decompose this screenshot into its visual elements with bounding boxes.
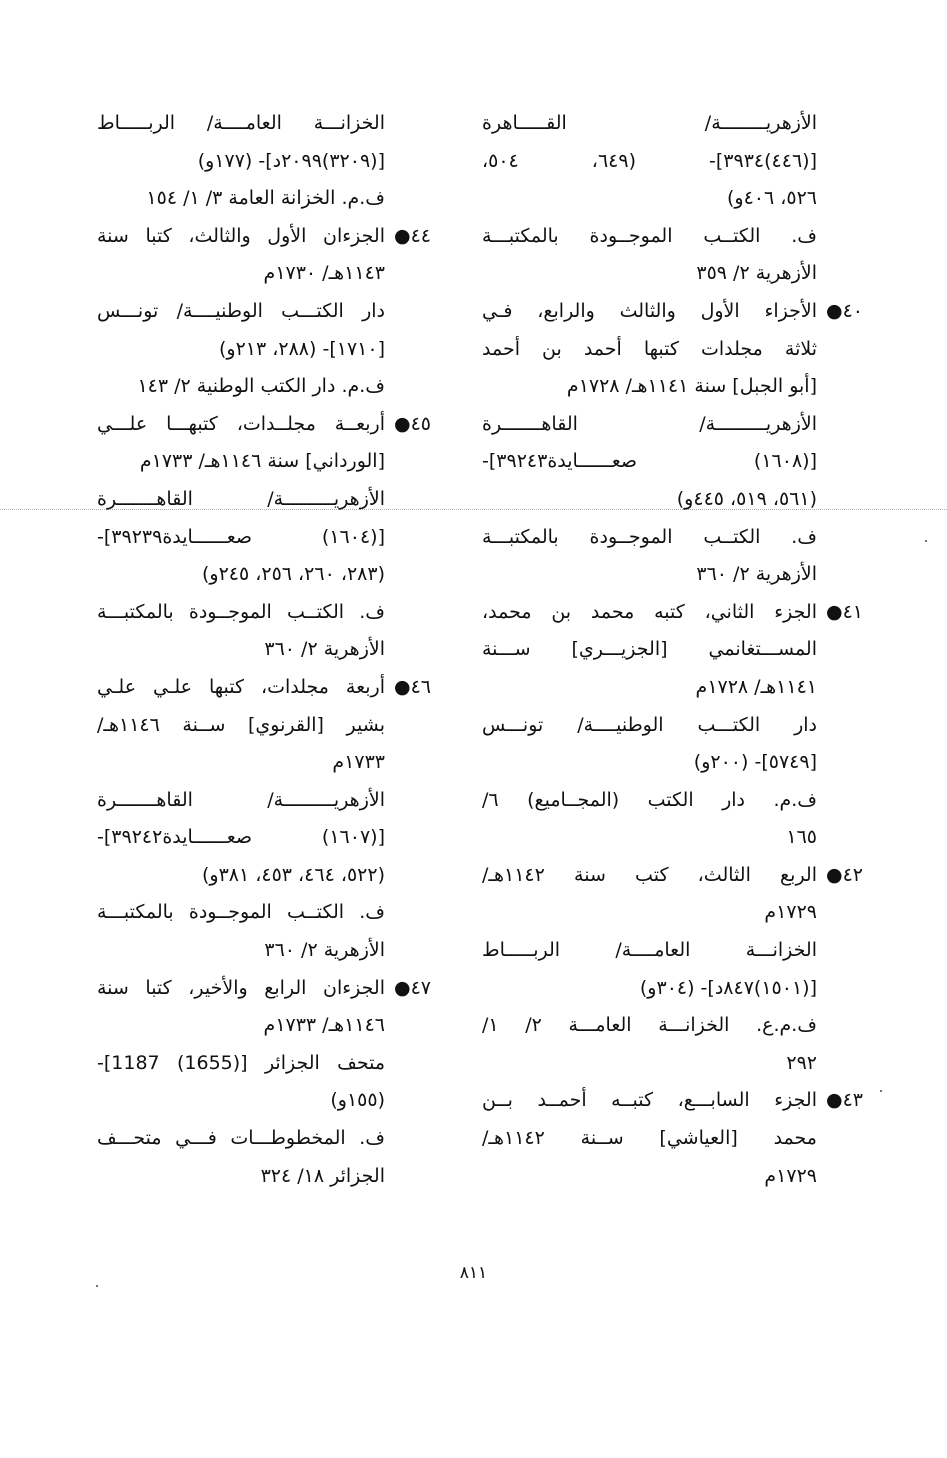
entry-number: ٤٥● (393, 412, 431, 435)
text-line (482, 105, 817, 143)
line-text: الأزهريــــــــة/ القـــــاهرة (482, 112, 817, 134)
text-line (97, 819, 385, 857)
line-text: [أبو الجبل] سنة ١١٤١هـ/ ١٧٢٨م (566, 375, 817, 398)
text-line (97, 631, 385, 669)
text-line (97, 368, 385, 406)
text-line (482, 481, 817, 519)
text-line (482, 368, 817, 406)
line-text: ١٦٥ (786, 826, 817, 849)
text-line (97, 255, 385, 293)
line-text: ١١٤١هـ/ ١٧٢٨م (695, 675, 817, 698)
line-text: ف. المخطوطـــات فـــي متحـــف (97, 1127, 385, 1150)
text-line (482, 819, 817, 857)
line-text: ف.م. دار الكتب الوطنية ٢/ ١٤٣ (137, 375, 385, 398)
text-line (482, 631, 817, 669)
line-text: ف. الكتــب الموجــودة بالمكتبـــة (97, 901, 385, 924)
line-text: الربع الثالث، كتب سنة ١١٤٢هـ/ (482, 863, 817, 886)
text-line (97, 443, 385, 481)
line-text: ١٧٢٩م (764, 1164, 817, 1187)
text-line (97, 1007, 385, 1045)
text-line (97, 707, 385, 745)
text-line (482, 1007, 817, 1045)
line-text: أربعــة مجلــدات، كتبهـــا علـــي (97, 412, 385, 435)
line-text: ف. الكتــب الموجــودة بالمكتبـــة (482, 224, 817, 247)
text-line (97, 782, 385, 820)
line-text: متحف الجزائر [(1655) 1187]- (97, 1051, 385, 1074)
page-number: ٨١١ (459, 1263, 488, 1283)
line-text: [١٧١٠]- (٢٨٨، ٢١٣و) (219, 337, 385, 360)
line-text: المســـتغانمي [الجزيـــري] ســـنة (482, 638, 817, 661)
line-text: الأجزاء الأول والثالث والرابع، فـي (482, 299, 817, 322)
line-text: ١١٤٦هـ/ ١٧٣٣م (263, 1014, 385, 1037)
line-text: (١٥٥و) (330, 1089, 385, 1112)
line-text: دار الكتـــب الوطنيــــة/ تونـــس (482, 713, 817, 736)
line-text: [(٣٢٠٩)٢٠٩٩د]- (١٧٧و) (197, 149, 385, 172)
line-text: الجزء الثاني، كتبه محمد بن محمد، (482, 600, 817, 623)
line-text: [الورداني] سنة ١١٤٦هـ/ ١٧٣٣م (139, 450, 385, 473)
text-line (97, 1120, 385, 1158)
text-line (482, 744, 817, 782)
entry-number: ٤٤● (393, 224, 431, 247)
text-line (97, 1158, 385, 1196)
entry-number: ٤٢● (825, 863, 863, 886)
line-text: (٢٨٣، ٢٦٠، ٢٥٦، ٢٤٥و) (201, 563, 385, 586)
line-text: ف.م. الخزانة العامة ٣/ ١/ ١٥٤ (146, 187, 385, 210)
line-text: (٥٢٢، ٤٦٤، ٤٥٣، ٣٨١و) (201, 863, 385, 886)
entry-heading-line (482, 293, 863, 331)
line-text: أربعة مجلدات، كتبها علـي علـي (97, 675, 385, 698)
line-text: الجزءان الرابع والأخير، كتبا سنة (97, 976, 385, 999)
entry-heading-line (482, 857, 863, 895)
line-text: ف.م. دار الكتب (المجــاميع) ٦/ (482, 788, 817, 811)
text-line (97, 180, 385, 218)
text-line (482, 255, 817, 293)
text-line (482, 782, 817, 820)
line-text: الأزهرية ٢/ ٣٦٠ (264, 939, 385, 962)
text-line (482, 1120, 817, 1158)
entry-heading-line (97, 669, 431, 707)
scan-speck (925, 540, 927, 542)
line-text: الأزهرية ٢/ ٣٦٠ (264, 638, 385, 661)
text-line (97, 594, 385, 632)
line-text: الأزهرية ٢/ ٣٦٠ (696, 563, 817, 586)
text-line (482, 932, 817, 970)
text-line (482, 556, 817, 594)
text-line (97, 481, 385, 519)
entry-number: ٤٠● (825, 299, 863, 322)
text-line (97, 857, 385, 895)
line-text: ١٧٣٣م (332, 751, 385, 774)
text-line (97, 932, 385, 970)
line-text: الأزهريـــــــــة/ القاهـــــــرة (482, 412, 817, 435)
line-text: الجزءان الأول والثالث، كتبا سنة (97, 224, 385, 247)
text-line (482, 707, 817, 745)
line-text: [٥٧٤٩]- (٢٠٠و) (693, 751, 817, 774)
entry-heading-line (97, 218, 431, 256)
entry-number: ٤٦● (393, 675, 431, 698)
line-text: ٢٩٢ (786, 1051, 817, 1074)
text-line (97, 744, 385, 782)
line-text: ١٧٢٩م (764, 901, 817, 924)
text-line (482, 894, 817, 932)
scan-speck (96, 1285, 98, 1287)
line-text: دار الكتـــب الوطنيــــة/ تونـــس (97, 299, 385, 322)
text-line (482, 331, 817, 369)
text-line (97, 293, 385, 331)
line-text: [(٤٤٦)٣٩٣٤]- (٦٤٩، ٥٠٤، (482, 149, 817, 172)
text-line (482, 519, 817, 557)
line-text: ف.م.ع. الخزانـــة العامـــة ٢/ ١/ (482, 1014, 817, 1037)
line-text: الأزهرية ٢/ ٣٥٩ (696, 262, 817, 285)
line-text: ثلاثة مجلدات كتبها أحمد بن أحمد (482, 337, 817, 360)
text-line (482, 180, 817, 218)
line-text: [(١٦٠٧) صعــــــايدة٣٩٢٤٢]- (97, 826, 385, 849)
line-text: ٥٢٦، ٤٠٦و) (726, 187, 817, 210)
line-text: محمد [العياشي] ســنة ١١٤٢هـ/ (482, 1127, 817, 1150)
left-column (97, 105, 431, 1195)
text-line (482, 669, 817, 707)
line-text: الخزانـــة العامــــة/ الربـــــاط (482, 939, 817, 962)
entry-heading-line (482, 1082, 863, 1120)
line-text: الجزائر ١٨/ ٣٢٤ (260, 1164, 385, 1187)
text-line (97, 1045, 385, 1083)
line-text: ١١٤٣هـ/ ١٧٣٠م (263, 262, 385, 285)
line-text: [(١٦٠٨) صعــــــايدة٣٩٢٤٣]- (482, 450, 817, 473)
text-line (482, 406, 817, 444)
entry-heading-line (97, 406, 431, 444)
text-line (97, 143, 385, 181)
right-column (482, 105, 863, 1195)
line-text: الجزء السابـــع، كتبــه أحمــد بــن (482, 1089, 817, 1112)
text-line (97, 519, 385, 557)
line-text: [(١٦٠٤) صعــــــايدة٣٩٢٣٩]- (97, 525, 385, 548)
line-text: ف. الكتــب الموجــودة بالمكتبـــة (97, 600, 385, 623)
entry-heading-line (97, 970, 431, 1008)
line-text: [(١٥٠١)٨٤٧د]- (٣٠٤و) (639, 976, 817, 999)
text-line (97, 331, 385, 369)
line-text: ف. الكتــب الموجــودة بالمكتبـــة (482, 525, 817, 548)
text-line (97, 556, 385, 594)
line-text: بشير [القرنوي] ســنة ١١٤٦هـ/ (97, 713, 385, 736)
text-line (97, 105, 385, 143)
text-line (482, 218, 817, 256)
text-line (482, 970, 817, 1008)
text-line (482, 143, 817, 181)
entry-number: ٤٣● (825, 1089, 863, 1112)
line-text: (٥٦١، ٥١٩، ٤٤٥و) (676, 487, 817, 510)
entry-number: ٤١● (825, 600, 863, 623)
text-line (482, 443, 817, 481)
text-line (482, 1045, 817, 1083)
line-text: الخزانـــة العامــــة/ الربـــــاط (97, 112, 385, 134)
scan-speck (880, 1090, 882, 1092)
text-line (97, 894, 385, 932)
text-line (482, 1158, 817, 1196)
entry-number: ٤٧● (393, 976, 431, 999)
entry-heading-line (482, 594, 863, 632)
line-text: الأزهريـــــــــة/ القاهـــــــرة (97, 487, 385, 510)
text-line (97, 1082, 385, 1120)
line-text: الأزهريـــــــــة/ القاهـــــــرة (97, 788, 385, 811)
